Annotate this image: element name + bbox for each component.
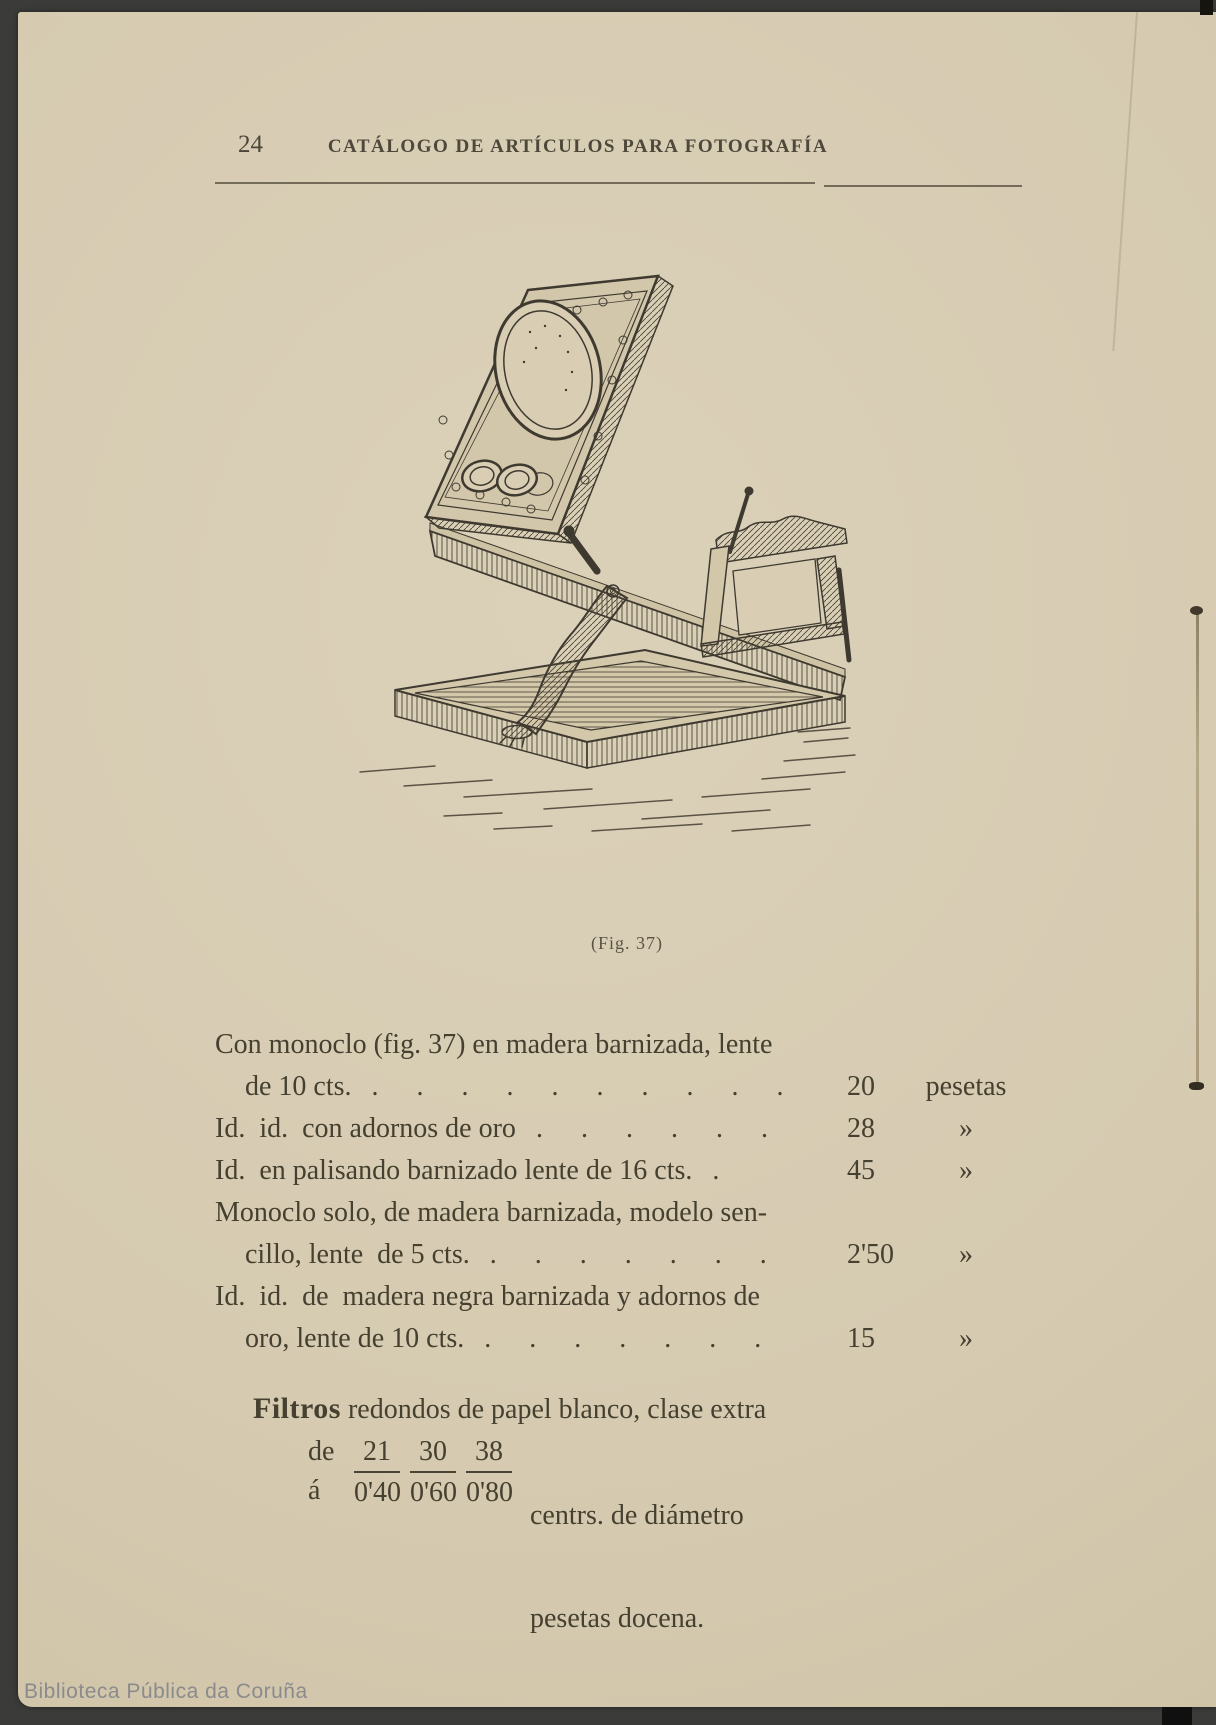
price-value: 0'60	[410, 1477, 458, 1508]
filters-fraction	[410, 1433, 456, 1701]
price-value: 20	[847, 1071, 875, 1102]
binding-thread	[1196, 613, 1199, 1087]
price-unit-text: pesetas docena.	[530, 1603, 705, 1634]
price-list	[215, 1024, 1075, 1360]
library-watermark: Biblioteca Pública da Coruña	[24, 1680, 308, 1703]
price-value: 45	[847, 1155, 875, 1186]
diameter-unit-text: centrs. de diámetro	[530, 1500, 744, 1531]
item-text: Con monoclo (fig. 37) en madera barnizada, lente	[215, 1029, 773, 1060]
binding-thread-knot	[1190, 606, 1203, 615]
diameter-value: 30	[410, 1433, 456, 1473]
item-text: de 10 cts.	[245, 1071, 352, 1102]
filters-label-top: de	[308, 1436, 335, 1467]
scan-edge-mark-bottom	[1162, 1707, 1192, 1725]
price-value: 0'80	[466, 1477, 514, 1508]
price-value: 28	[847, 1113, 875, 1144]
dot-leader: ..........	[371, 1071, 822, 1102]
filters-label-bottom: á	[308, 1475, 321, 1506]
dot-leader: ......	[535, 1113, 806, 1144]
item-text: Id. en palisando barnizado lente de 16 cts.	[215, 1155, 693, 1186]
item-text: Monoclo solo, de madera barnizada, modelo sen-	[215, 1197, 768, 1228]
price-unit: »	[959, 1323, 973, 1354]
dot-leader: .......	[484, 1323, 800, 1354]
price-list-item	[215, 1108, 1075, 1150]
filters-intro-rest: redondos de papel blanco, clase extra	[340, 1394, 767, 1425]
price-list-item	[215, 1024, 1075, 1108]
paper-crease	[1112, 12, 1138, 351]
item-text: oro, lente de 10 cts.	[245, 1323, 465, 1354]
item-text: Id. id. con adornos de oro	[215, 1113, 516, 1144]
price-unit: »	[959, 1239, 973, 1270]
dot-leader: .......	[489, 1239, 805, 1270]
figure-caption: (Fig. 37)	[591, 933, 663, 953]
item-text: Id. id. de madera negra barnizada y adornos de	[215, 1281, 760, 1312]
dot-leader: .	[712, 1155, 758, 1186]
filters-row-labels	[308, 1433, 344, 1701]
header-rule-segment	[824, 185, 1022, 187]
price-unit: »	[959, 1155, 973, 1186]
diameter-value: 21	[354, 1433, 400, 1473]
page-number: 24	[238, 131, 263, 158]
header-title: CATÁLOGO DE ARTÍCULOS PARA FOTOGRAFÍA	[327, 136, 829, 157]
header-rule	[215, 182, 815, 184]
price-unit: »	[959, 1113, 973, 1144]
price-value: 15	[847, 1323, 875, 1354]
figure-37-graphoscope-engraving	[340, 240, 870, 880]
price-list-item	[215, 1192, 1075, 1276]
binding-thread-end	[1189, 1082, 1204, 1090]
filters-section	[253, 1388, 766, 1701]
price-value: 0'40	[354, 1477, 402, 1508]
filters-fraction	[354, 1433, 400, 1701]
filters-fraction	[466, 1433, 512, 1701]
price-value: 2'50	[847, 1239, 895, 1270]
diameter-value: 38	[466, 1433, 512, 1473]
price-unit: pesetas	[925, 1071, 1007, 1102]
scanned-page	[18, 12, 1216, 1707]
filters-intro	[253, 1388, 766, 1431]
price-list-item	[215, 1150, 1075, 1192]
item-text: cillo, lente de 5 cts.	[245, 1239, 470, 1270]
filters-intro-bold: Filtros	[253, 1392, 341, 1425]
scan-edge-mark-top	[1200, 0, 1213, 15]
filters-price-table	[308, 1433, 766, 1701]
filters-units	[530, 1433, 744, 1701]
price-list-item	[215, 1276, 1075, 1360]
